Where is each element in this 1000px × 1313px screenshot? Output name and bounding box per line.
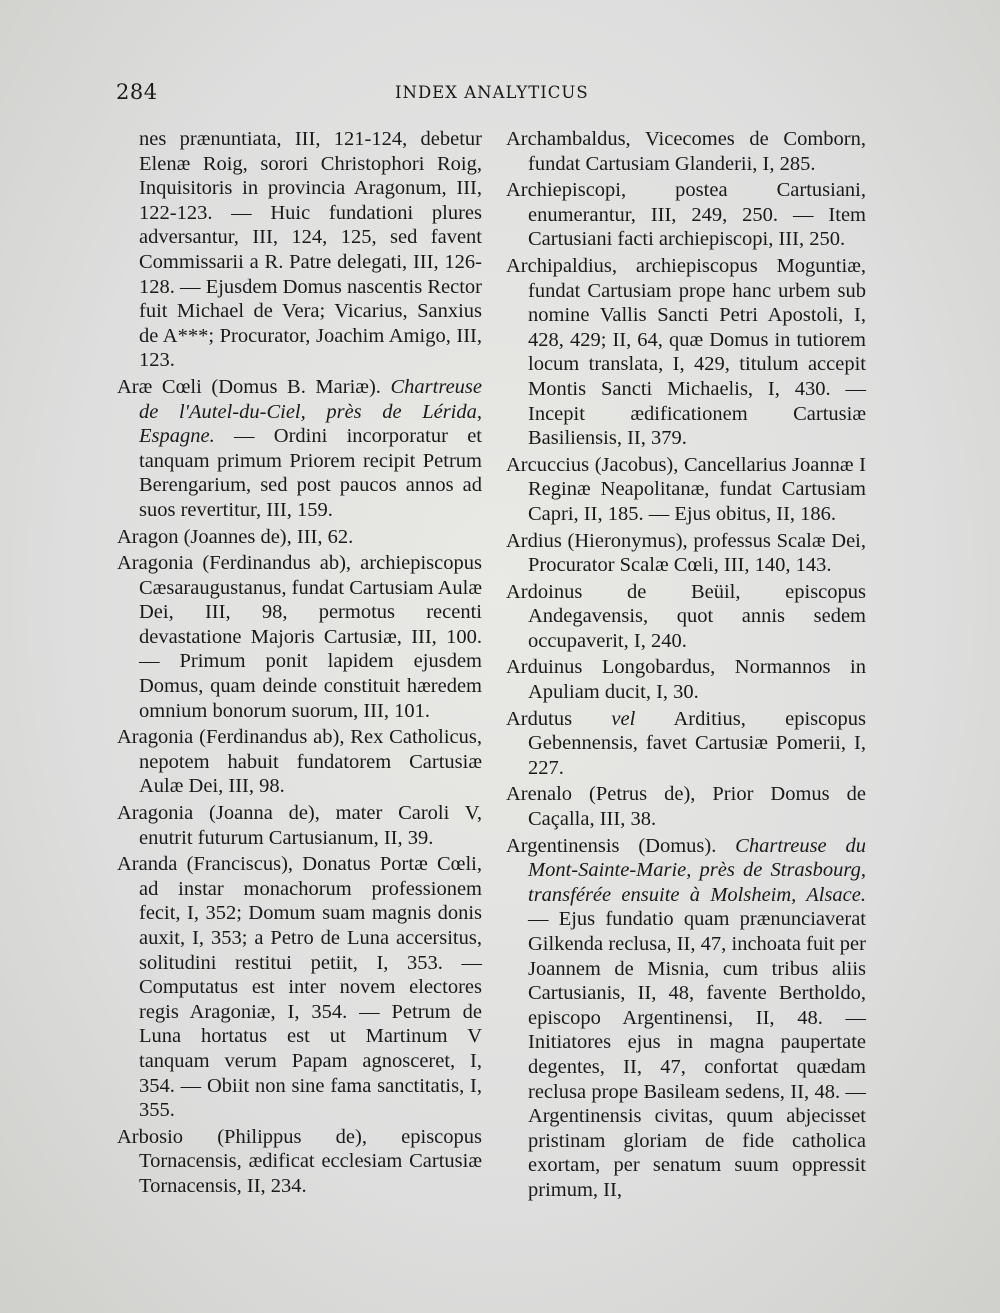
index-entry: Ardoinus de Beüil, episcopus Andegavensis, quot annis sedem occupaverit, I, 240.: [506, 580, 866, 652]
index-entry: Aragonia (Ferdinandus ab), archiepiscopus Cæsaraugustanus, fundat Cartusiam Aulæ Dei, III, 98, permotus recenti devastatione Majoris Cartusiæ, III, 100. — Primum ponit lapidem ejusdem Domus, quam deinde constituit hæredem omnium bonorum suorum, III, 101.: [117, 552, 482, 722]
page-number: 284: [116, 80, 158, 104]
index-entry: Ardius (Hieronymus), professus Scalæ Dei, Procurator Scalæ Cœli, III, 140, 143.: [506, 529, 866, 577]
index-entry: Aragon (Joannes de), III, 62.: [117, 525, 354, 548]
left-column: [117, 127, 482, 1201]
index-entry: Aranda (Franciscus), Donatus Portæ Cœli, ad instar monachorum professionem fecit, I, 352; Domum suam magnis donis auxit, I, 353; a Petro de Luna accersitus, solitudini restitui petiit, I, 353. — Computatus est inter novem electores regis Aragoniæ, I, 354. — Petrum de Luna hortatus est ut Martinum V tanquam verum Papam agnosceret, I, 354. — Obiit non sine fama sanctitatis, I, 355.: [117, 853, 482, 1122]
index-entry: Argentinensis (Domus). Chartreuse du Mont-Sainte-Marie, près de Strasbourg, transférée ensuite à Molsheim, Alsace. — Ejus fundatio quam prænunciaverat Gilkenda reclusa, II, 47, inchoata fuit per Joannem de Misnia, cum tribus aliis Cartusianis, II, 48, favente Bertholdo, episcopo Argentinensi, II, 48. — Initiatores ejus in magna paupertate degentes, II, 47, confortat quædam reclusa prope Basileam sedens, II, 48. — Argentinensis civitas, quum abjecisset pristinam gloriam de fide catholica exortam, per senatum suum oppressit primum, II,: [506, 834, 866, 1201]
index-entry: Arenalo (Petrus de), Prior Domus de Caçalla, III, 38.: [506, 783, 866, 831]
index-entry: nes prænuntiata, III, 121-124, debetur Elenæ Roig, sorori Christophori Roig, Inquisitoris in provincia Aragonum, III, 122-123. — Huic fundationi plures adversantur, III, 124, 125, sed favent Commissarii a R. Patre delegati, III, 126-128. — Ejusdem Domus nascentis Rector fuit Michael de Vera; Vicarius, Sanxius de A***; Procurator, Joachim Amigo, III, 123.: [139, 128, 482, 372]
index-entry: Aræ Cœli (Domus B. Mariæ). Chartreuse de l'Autel-du-Ciel, près de Lérida, Espagne. — Ordini incorporatur et tanquam primum Priorem recipit Petrum Berengarium, sed post paucos annos ad suos revertitur, III, 159.: [117, 375, 482, 521]
index-entry: Archambaldus, Vicecomes de Comborn, fundat Cartusiam Glanderii, I, 285.: [506, 128, 866, 175]
index-entry: Arduinus Longobardus, Normannos in Apuliam ducit, I, 30.: [506, 656, 866, 704]
index-entry: Archipaldius, archiepiscopus Moguntiæ, fundat Cartusiam prope hanc urbem sub nomine Vallis Sancti Petri Apostoli, I, 428, 429; II, 64, quæ Domus in tutiorem locum translata, I, 429, titulum accepit Montis Sancti Michaelis, I, 430. — Incepit ædificationem Cartusiæ Basiliensis, II, 379.: [506, 254, 866, 450]
running-head: INDEX ANALYTICUS: [395, 83, 589, 102]
index-entry: Arbosio (Philippus de), episcopus Tornacensis, ædificat ecclesiam Cartusiæ Tornacensis, II, 234.: [117, 1125, 482, 1197]
index-entry: Archiepiscopi, postea Cartusiani, enumerantur, III, 249, 250. — Item Cartusiani facti archiepiscopi, III, 250.: [506, 179, 866, 251]
index-entry: Aragonia (Joanna de), mater Caroli V, enutrit futurum Cartusianum, II, 39.: [117, 802, 482, 849]
index-entry: Ardutus vel Arditius, episcopus Gebennensis, favet Cartusiæ Pomerii, I, 227.: [506, 707, 866, 779]
index-entry: Aragonia (Ferdinandus ab), Rex Catholicus, nepotem habuit fundatorem Cartusiæ Aulæ Dei, III, 98.: [117, 726, 482, 798]
index-entry: Arcuccius (Jacobus), Cancellarius Joannæ I Reginæ Neapolitanæ, fundat Cartusiam Capri, II, 185. — Ejus obitus, II, 186.: [506, 453, 866, 525]
right-column: [506, 127, 866, 1205]
